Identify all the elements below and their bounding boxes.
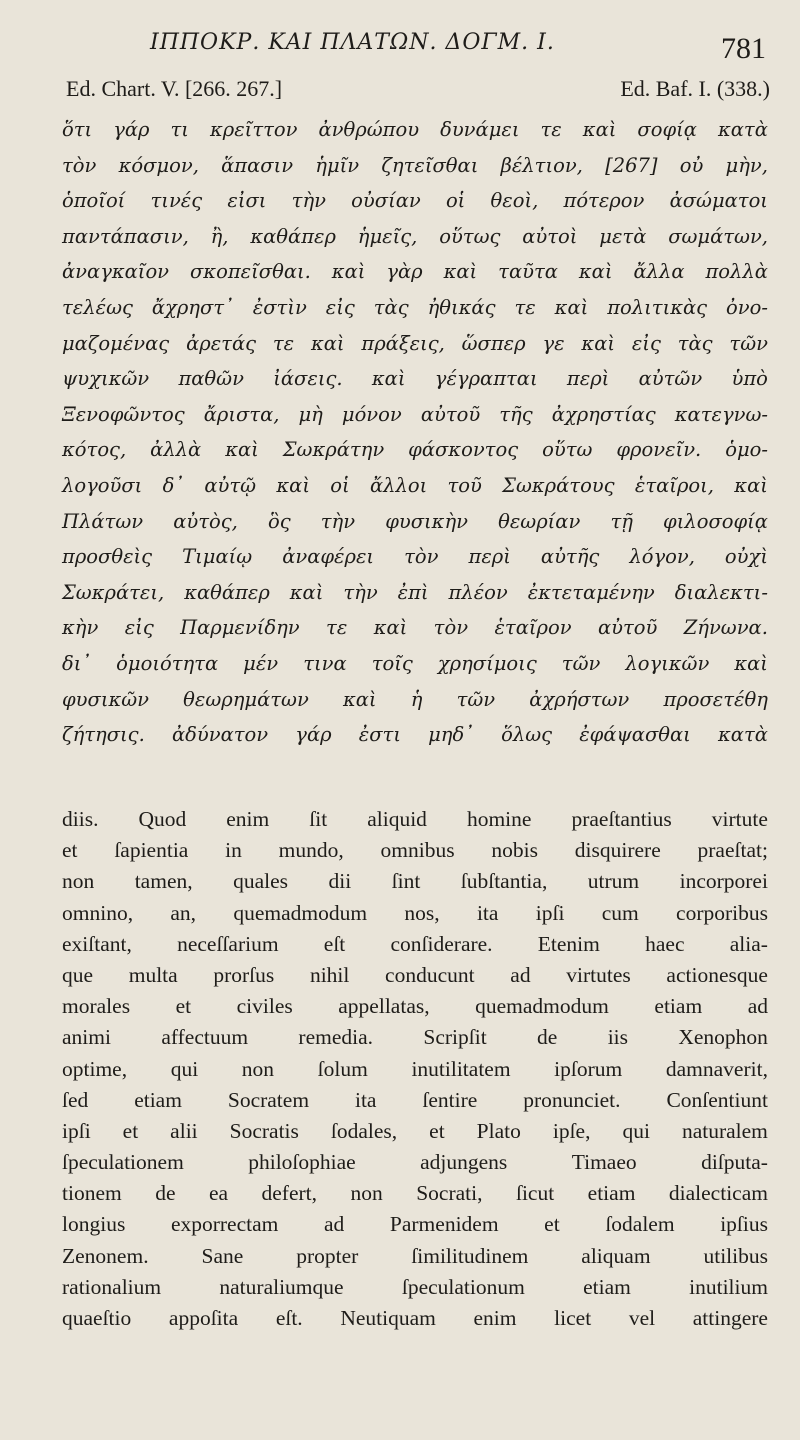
latin-text-line: tionem de ea defert, non Socrati, ſicut etiam dialecticam <box>62 1181 768 1206</box>
latin-text-block <box>62 804 768 1334</box>
running-title: ΙΠΠΟΚΡ. ΚΑΙ ΠΛΑΤΩΝ. ΔΟΓΜ. Ι. <box>150 30 555 55</box>
latin-text-line: omnino, an, quemadmodum nos, ita ipſi cum corporibus <box>62 900 768 925</box>
greek-text-line: Σωκράτει, καθάπερ καὶ τὴν ἐπὶ πλέον ἐκτεταμένην διαλεκτι- <box>62 580 768 604</box>
greek-text-line: φυσικῶν θεωρημάτων καὶ ἡ τῶν ἀχρήστων προσετέθη <box>62 687 768 711</box>
latin-text-line: ipſi et alii Socratis ſodales, et Plato ipſe, qui naturalem <box>62 1118 768 1143</box>
greek-text-line: Ξενοφῶντος ἄριστα, μὴ μόνον αὐτοῦ τῆς ἀχρηστίας κατεγνω- <box>62 402 768 426</box>
greek-text-line: ὁποῖοί τινές εἰσι τὴν οὐσίαν οἱ θεοὶ, πότερον ἀσώματοι <box>62 189 768 213</box>
latin-text-line: longius exporrectam ad Parmenidem et ſodalem ipſius <box>62 1212 768 1237</box>
latin-text-line: ſpeculationem philoſophiae adjungens Timaeo diſputa- <box>62 1150 768 1175</box>
greek-text-line: τελέως ἄχρηστ᾽ ἐστὶν εἰς τὰς ἠθικάς τε καὶ πολιτικὰς ὀνο- <box>62 295 768 319</box>
edition-reference-line <box>0 76 800 106</box>
latin-text-line: rationalium naturaliumque ſpeculationum etiam inutilium <box>62 1274 768 1299</box>
edition-reference-chartier: Ed. Chart. V. [266. 267.] <box>66 76 283 101</box>
greek-text-line: ὅτι γάρ τι κρεῖττον ἀνθρώπου δυνάμει τε καὶ σοφίᾳ κατὰ <box>62 118 768 141</box>
latin-text-line: morales et civiles appellatas, quemadmodum etiam ad <box>62 994 768 1019</box>
latin-text-line: diis. Quod enim ſit aliquid homine praeſtantius virtute <box>62 807 768 831</box>
latin-text-line: ſed etiam Socratem ita ſentire pronunciet. Conſentiunt <box>62 1087 768 1112</box>
greek-text-line: τὸν κόσμον, ἅπασιν ἡμῖν ζητεῖσθαι βέλτιον, [267] οὐ μὴν, <box>62 153 768 177</box>
latin-text-line: non tamen, quales dii ſint ſubſtantia, utrum incorporei <box>62 869 768 894</box>
latin-text-line: que multa prorſus nihil conducunt ad virtutes actionesque <box>62 962 768 987</box>
greek-text-line: Πλάτων αὐτὸς, ὃς τὴν φυσικὴν θεωρίαν τῇ φιλοσοφίᾳ <box>62 509 768 533</box>
greek-text-line: ἀναγκαῖον σκοπεῖσθαι. καὶ γὰρ καὶ ταῦτα καὶ ἄλλα πολλὰ <box>62 260 768 284</box>
latin-text-line: Zenonem. Sane propter ſimilitudinem aliquam utilibus <box>62 1243 768 1268</box>
greek-text-line: λογοῦσι δ᾽ αὐτῷ καὶ οἱ ἄλλοι τοῦ Σωκράτους ἑταῖροι, καὶ <box>62 473 768 497</box>
greek-text-line: προσθεὶς Τιμαίῳ ἀναφέρει τὸν περὶ αὐτῆς λόγον, οὐχὶ <box>62 545 768 569</box>
greek-text-line: μαζομένας ἀρετάς τε καὶ πράξεις, ὥσπερ γε καὶ εἰς τὰς τῶν <box>62 331 768 355</box>
latin-text-line: animi affectuum remedia. Scripſit de iis Xenophon <box>62 1025 768 1050</box>
greek-text-line: δι᾽ ὁμοιότητα μέν τινα τοῖς χρησίμοις τῶν λογικῶν καὶ <box>62 651 768 675</box>
greek-text-line: παντάπασιν, ἢ, καθάπερ ἡμεῖς, οὕτως αὐτοὶ μετὰ σωμάτων, <box>62 224 768 248</box>
latin-text-line: et ſapientia in mundo, omnibus nobis disquirere praeſtat; <box>62 838 768 863</box>
edition-reference-basel: Ed. Baf. I. (338.) <box>620 76 770 101</box>
greek-text-block <box>62 112 768 753</box>
latin-text-line: quaeſtio appoſita eſt. Neutiquam enim licet vel attingere <box>62 1306 768 1330</box>
greek-text-line: ζήτησις. ἀδύνατον γάρ ἐστι μηδ᾽ ὅλως ἐφάψασθαι κατὰ <box>62 723 768 747</box>
running-head <box>0 26 800 66</box>
greek-text-line: κὴν εἰς Παρμενίδην τε καὶ τὸν ἑταῖρον αὐτοῦ Ζήνωνα. <box>62 616 768 640</box>
latin-text-line: exiſtant, neceſſarium eſt conſiderare. Etenim haec alia- <box>62 931 768 956</box>
page-number: 781 <box>721 32 766 65</box>
greek-text-line: ψυχικῶν παθῶν ἰάσεις. καὶ γέγραπται περὶ αὐτῶν ὑπὸ <box>62 367 768 391</box>
latin-text-line: optime, qui non ſolum inutilitatem ipſorum damnaverit, <box>62 1056 768 1081</box>
greek-text-line: κότος, ἀλλὰ καὶ Σωκράτην φάσκοντος οὕτω φρονεῖν. ὁμο- <box>62 438 768 462</box>
